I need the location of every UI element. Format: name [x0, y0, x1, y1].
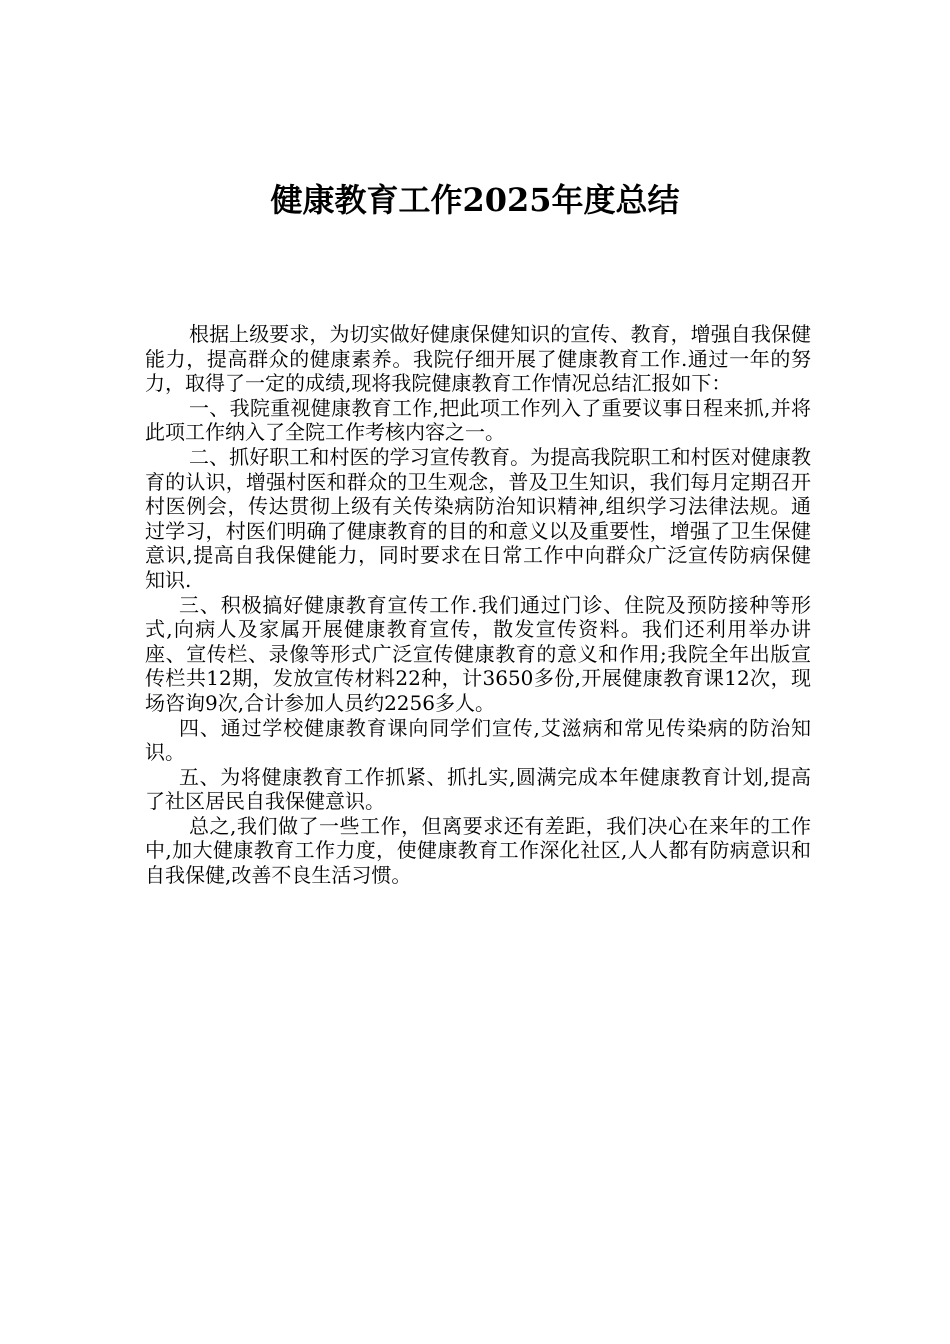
paragraph-section-4: 四、通过学校健康教育课向同学们宣传,艾滋病和常见传染病的防治知识。: [145, 715, 811, 765]
paragraph-section-3: 三、积极搞好健康教育宣传工作.我们通过门诊、住院及预防接种等形式,向病人及家属开展健康教育宣传，散发宣传资料。我们还利用举办讲座、宣传栏、录像等形式广泛宣传健康教育的意义和作用;我院全年出版宣传栏共12期，发放宣传材料22种，计3650多份,开展健康教育课12次，现场咨询9次,合计参加人员约2256多人。: [145, 592, 811, 715]
paragraph-section-1: 一、我院重视健康教育工作,把此项工作列入了重要议事日程来抓,并将此项工作纳入了全院工作考核内容之一。: [145, 395, 811, 445]
paragraph-section-5: 五、为将健康教育工作抓紧、抓扎实,圆满完成本年健康教育计划,提高了社区居民自我保健意识。: [145, 764, 811, 814]
document-title: 健康教育工作2025年度总结: [270, 181, 680, 219]
paragraph-conclusion: 总之,我们做了一些工作，但离要求还有差距，我们决心在来年的工作中,加大健康教育工作力度，使健康教育工作深化社区,人人都有防病意识和自我保健,改善不良生活习惯。: [145, 813, 811, 888]
paragraph-section-2: 二、抓好职工和村医的学习宣传教育。为提高我院职工和村医对健康教育的认识，增强村医和群众的卫生观念，普及卫生知识，我们每月定期召开村医例会，传达贯彻上级有关传染病防治知识精神,组织学习法律法规。通过学习，村医们明确了健康教育的目的和意义以及重要性，增强了卫生保健意识,提高自我保健能力，同时要求在日常工作中向群众广泛宣传防病保健知识.: [145, 444, 811, 592]
paragraph-intro: 根据上级要求，为切实做好健康保健知识的宣传、教育，增强自我保健能力，提高群众的健康素养。我院仔细开展了健康教育工作.通过一年的努力，取得了一定的成绩,现将我院健康教育工作情况总结汇报如下：: [145, 322, 811, 396]
document-body: [145, 322, 811, 888]
